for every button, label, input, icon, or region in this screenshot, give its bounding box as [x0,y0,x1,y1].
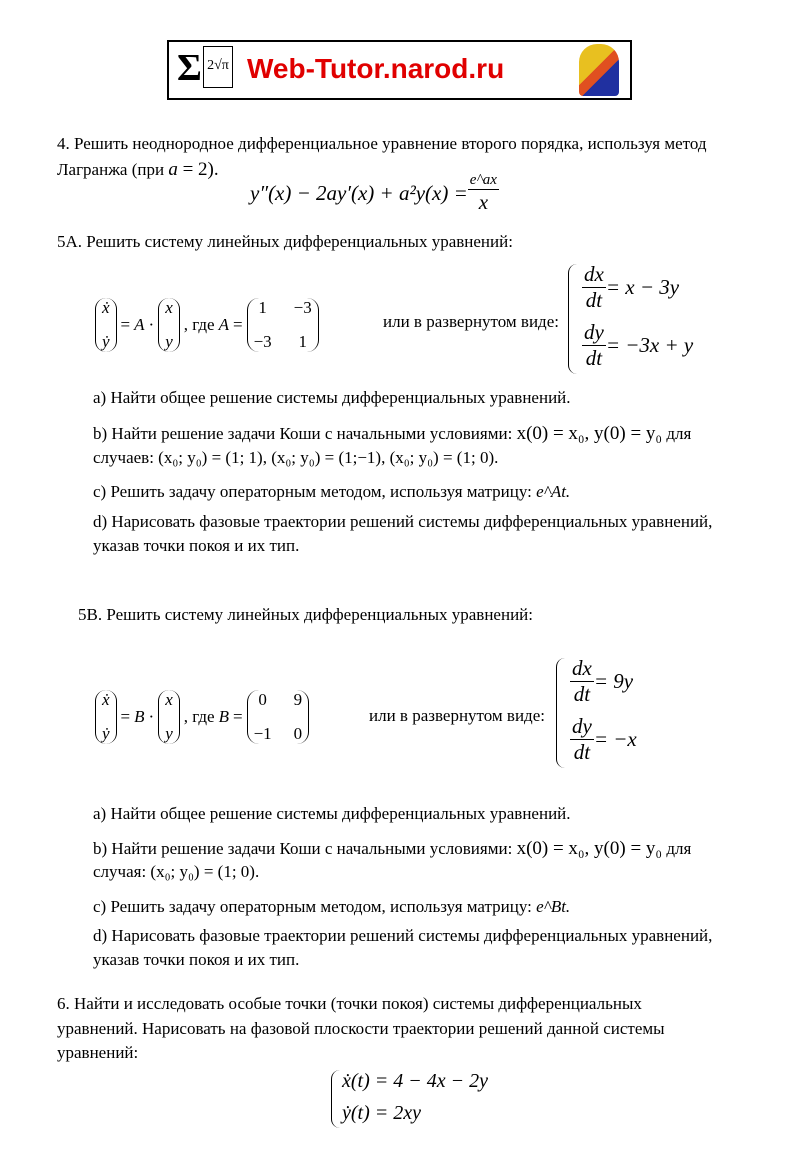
sigma-logo-icon: Σ [177,47,202,89]
brace [331,1070,340,1128]
p5a-heading: 5А. Решить систему линейных дифференциальных уравнений: [57,232,513,251]
p4-line2: Лагранжа (при a = 2). [57,159,219,180]
p5b-eq2: $\frac{dy}{dt}$ = −x [572,714,637,764]
p5b-task-b2: случая: (x₀; y₀) = (1; 0). [93,862,260,881]
p6-line1: 6. Найти и исследовать особые точки (точки покоя) системы дифференциальных [57,994,642,1013]
p5a-task-b1: b) Найти решение задачи Коши с начальными условиями: x(0) = x₀, y(0) = y₀ для [93,423,692,444]
p6-line2: уравнений. Нарисовать на фазовой плоскости траектории решений данной системы [57,1019,665,1038]
p4-equation: y″(x) − 2ay′(x) + a²y(x) = $\frac{e\^{}ax}{x}$ [250,172,497,214]
p6-eq2: ẏ(t) = 2xy [342,1102,422,1124]
p5a-expanded-label: или в развернутом виде: [383,312,559,331]
p5a-task-a: a) Найти общее решение системы дифференциальных уравнений. [93,388,571,407]
brace [556,658,565,768]
p5b-task-d2: указав точки покоя и их тип. [93,950,300,969]
logo-text: Web-Tutor.narod.ru [247,53,505,84]
p5a-task-d1: d) Нарисовать фазовые траектории решений системы дифференциальных уравнений, [93,512,713,531]
p4-line1: 4. Решить неоднородное дифференциальное уравнение второго порядка, используя метод [57,134,707,153]
p5b-task-d1: d) Нарисовать фазовые траектории решений системы дифференциальных уравнений, [93,926,713,945]
p6-line3: уравнений: [57,1043,139,1062]
p5a-matrix-equation: ẋ ẏ = A · x y , где A = 1 −3 −3 1 [95,298,319,352]
brace [568,264,577,374]
p5b-task-b1: b) Найти решение задачи Коши с начальными условиями: x(0) = x₀, y(0) = y₀ для [93,838,692,859]
p5b-task-a: a) Найти общее решение системы дифференциальных уравнений. [93,804,571,823]
p5a-task-d2: указав точки покоя и их тип. [93,536,300,555]
p5b-expanded-label: или в развернутом виде: [369,706,545,725]
p5b-eq1: $\frac{dx}{dt}$ = 9y [572,656,634,706]
cartoon-face-icon [579,44,619,96]
p5b-task-c: c) Решить задачу операторным методом, используя матрицу: e^Bt. [93,897,571,916]
p5a-task-b2: случаев: (x₀; y₀) = (1; 1), (x₀; y₀) = (1;−1), (x₀; y₀) = (1; 0). [93,448,499,467]
p5a-task-c: c) Решить задачу операторным методом, используя матрицу: e^At. [93,482,571,501]
p5a-eq1: $\frac{dx}{dt}$ = x − 3y [584,262,680,312]
p5b-heading: 5В. Решить систему линейных дифференциальных уравнений: [78,605,533,624]
p5b-matrix-equation: ẋ ẏ = B · x y , где B = 0 9 −1 0 [95,690,309,744]
site-logo-banner[interactable] [167,40,632,100]
p6-eq1: ẋ(t) = 4 − 4x − 2y [342,1070,488,1092]
p5a-eq2: $\frac{dy}{dt}$ = −3x + y [584,320,694,370]
root-logo-icon: 2√π [203,46,233,88]
